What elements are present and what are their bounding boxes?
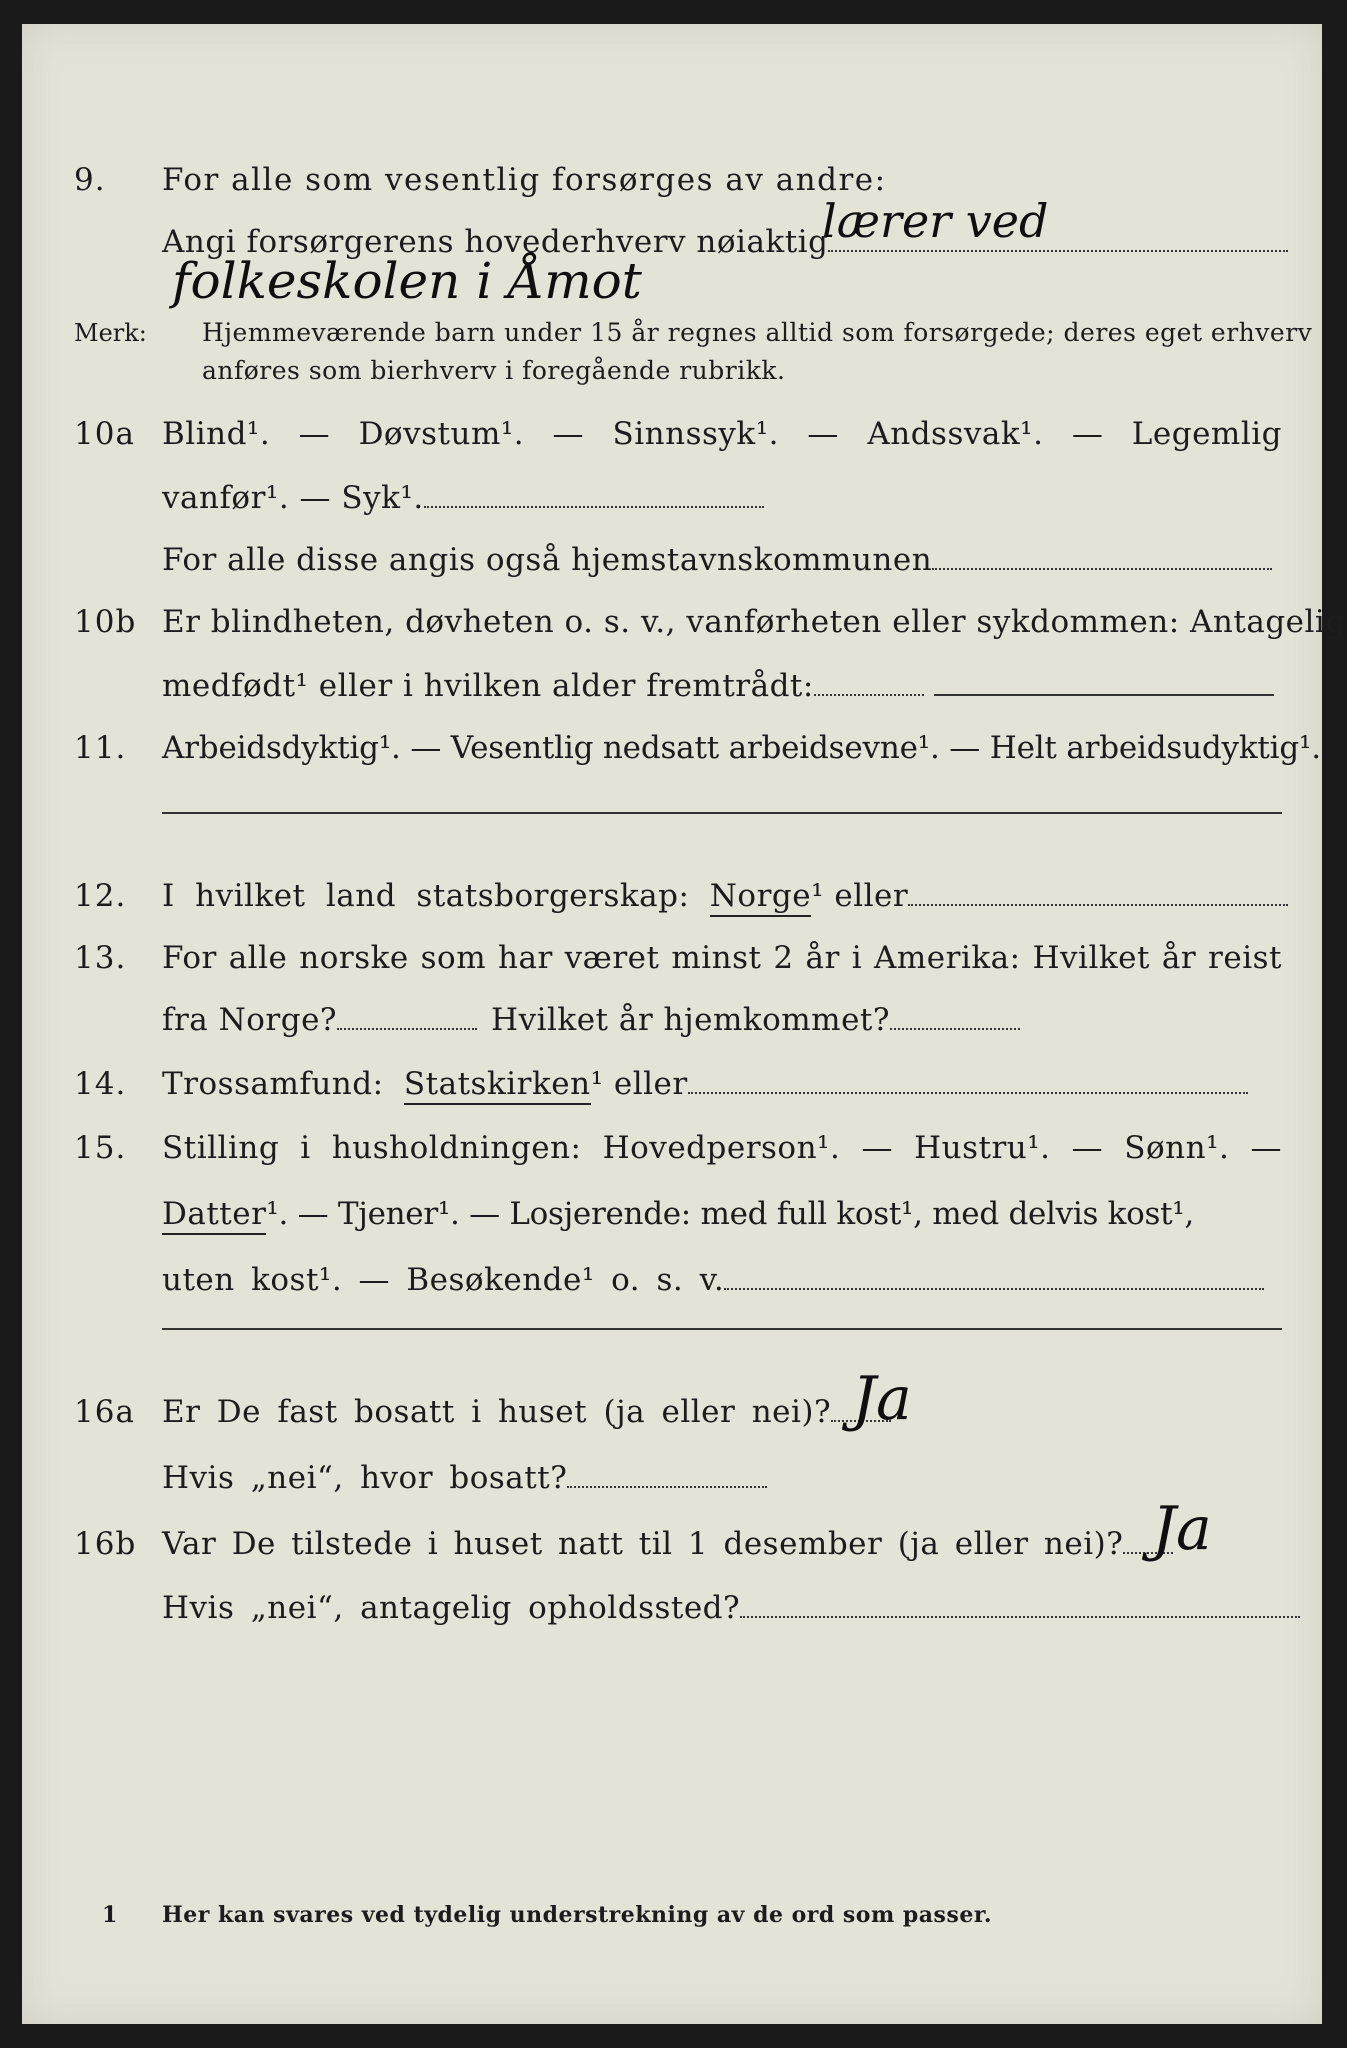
question-14: [22, 1054, 1322, 1114]
question-text: ¹. — Tjener¹. — Losjerende: med full kost¹, med delvis kost¹,: [266, 1196, 1194, 1232]
answer-line[interactable]: [890, 1006, 1020, 1030]
question-text: Var De tilstede i huset natt til 1 desember (ja eller nei)?: [162, 1526, 1124, 1562]
question-13-line-2: [22, 990, 1322, 1050]
question-text: Trossamfund:: [162, 1066, 404, 1102]
question-10a: [22, 404, 1322, 464]
answer-line[interactable]: [162, 1328, 1282, 1330]
question-text: uten kost¹. — Besøkende¹ o. s. v.: [162, 1262, 725, 1298]
question-number: 14.: [74, 1066, 127, 1102]
question-10b: [22, 592, 1346, 652]
question-number: 11.: [74, 730, 127, 766]
question-number: 13.: [74, 940, 127, 976]
footnote: [102, 1902, 992, 1928]
answer-line[interactable]: [740, 1594, 1300, 1618]
handwritten-answer: Ja: [1152, 1494, 1212, 1564]
question-text: For alle disse angis også hjemstavnskommunen: [162, 542, 933, 578]
question-text: Arbeidsdyktig¹. — Vesentlig nedsatt arbeidsevne¹. — Helt arbeidsudyktig¹.: [162, 730, 1321, 766]
answer-line[interactable]: [932, 546, 1272, 570]
question-text: ¹ eller: [811, 878, 909, 914]
question-12: [22, 866, 1322, 926]
answer-line[interactable]: [934, 672, 1274, 696]
question-text: Hvis „nei“, hvor bosatt?: [162, 1460, 568, 1496]
handwritten-answer: Ja: [852, 1364, 912, 1434]
question-number: 16b: [74, 1526, 137, 1562]
answer-line[interactable]: [424, 484, 764, 508]
question-number: 9.: [74, 162, 106, 198]
question-text: Er De fast bosatt i huset (ja eller nei)?: [162, 1394, 832, 1430]
footnote-text: Her kan svares ved tydelig understrekning av de ord som passer.: [162, 1902, 993, 1928]
question-text: Stilling i husholdningen: Hovedperson¹. — Hustru¹. — Sønn¹. —: [162, 1130, 1282, 1166]
question-text: Er blindheten, døvheten o. s. v., vanførheten eller sykdommen: Antagelig: [162, 604, 1346, 640]
question-text: Blind¹. — Døvstum¹. — Sinnssyk¹. — Andssvak¹. — Legemlig: [162, 416, 1282, 452]
answer-line[interactable]: [567, 1464, 767, 1488]
question-10a-line-3: [22, 530, 1322, 590]
question-text: For alle norske som har været minst 2 år i Amerika: Hvilket år reist: [162, 940, 1282, 976]
census-form-page: [22, 24, 1346, 2024]
answer-line[interactable]: [162, 812, 1282, 814]
question-text: fra Norge?: [162, 1002, 338, 1038]
answer-line[interactable]: [337, 1006, 477, 1030]
question-11: [22, 718, 1322, 778]
question-16a: [22, 1382, 1322, 1442]
note-line: anføres som bierhverv i foregående rubrikk.: [202, 356, 786, 385]
answer-line[interactable]: [688, 1070, 1248, 1094]
question-number: 10b: [74, 604, 137, 640]
answer-line[interactable]: [814, 672, 924, 696]
underlined-option: Statskirken: [404, 1066, 591, 1105]
question-15-line-2: [22, 1184, 1322, 1244]
question-text: Angi forsørgerens hovederhverv nøiaktig: [162, 224, 829, 260]
question-text: I hvilket land statsborgerskap:: [162, 878, 710, 914]
question-number: 16a: [74, 1394, 135, 1430]
question-text: Hvis „nei“, antagelig opholdssted?: [162, 1590, 741, 1626]
handwritten-answer: lærer ved: [822, 194, 1049, 248]
question-15: [22, 1118, 1322, 1178]
note-label: Merk:: [74, 319, 147, 347]
question-15-line-3: [22, 1250, 1322, 1310]
underlined-option: Norge: [710, 878, 811, 917]
question-9: [22, 150, 1322, 210]
handwritten-answer: folkeskolen i Åmot: [172, 252, 642, 310]
question-10a-line-2: [22, 468, 1322, 528]
question-text: For alle som vesentlig forsørges av andre:: [162, 162, 887, 198]
question-text: medfødt¹ eller i hvilken alder fremtrådt:: [162, 668, 814, 704]
question-number: 12.: [74, 878, 127, 914]
underlined-option: Datter: [162, 1196, 266, 1235]
note-line: Hjemmeværende barn under 15 år regnes alltid som forsørgede; deres eget erhverv: [202, 318, 1313, 347]
question-13: [22, 928, 1322, 988]
question-10b-line-2: [22, 656, 1322, 716]
question-text: vanfør¹. — Syk¹.: [162, 480, 424, 516]
question-16b-line-2: [22, 1578, 1322, 1638]
question-text: ¹ eller: [590, 1066, 688, 1102]
footnote-mark: 1: [102, 1902, 118, 1928]
question-number: 10a: [74, 416, 135, 452]
answer-line[interactable]: [724, 1266, 1264, 1290]
question-text: Hvilket år hjemkommet?: [491, 1002, 891, 1038]
question-16a-line-2: [22, 1448, 1322, 1508]
question-number: 15.: [74, 1130, 127, 1166]
question-16b: [22, 1514, 1322, 1574]
answer-line[interactable]: [908, 882, 1288, 906]
